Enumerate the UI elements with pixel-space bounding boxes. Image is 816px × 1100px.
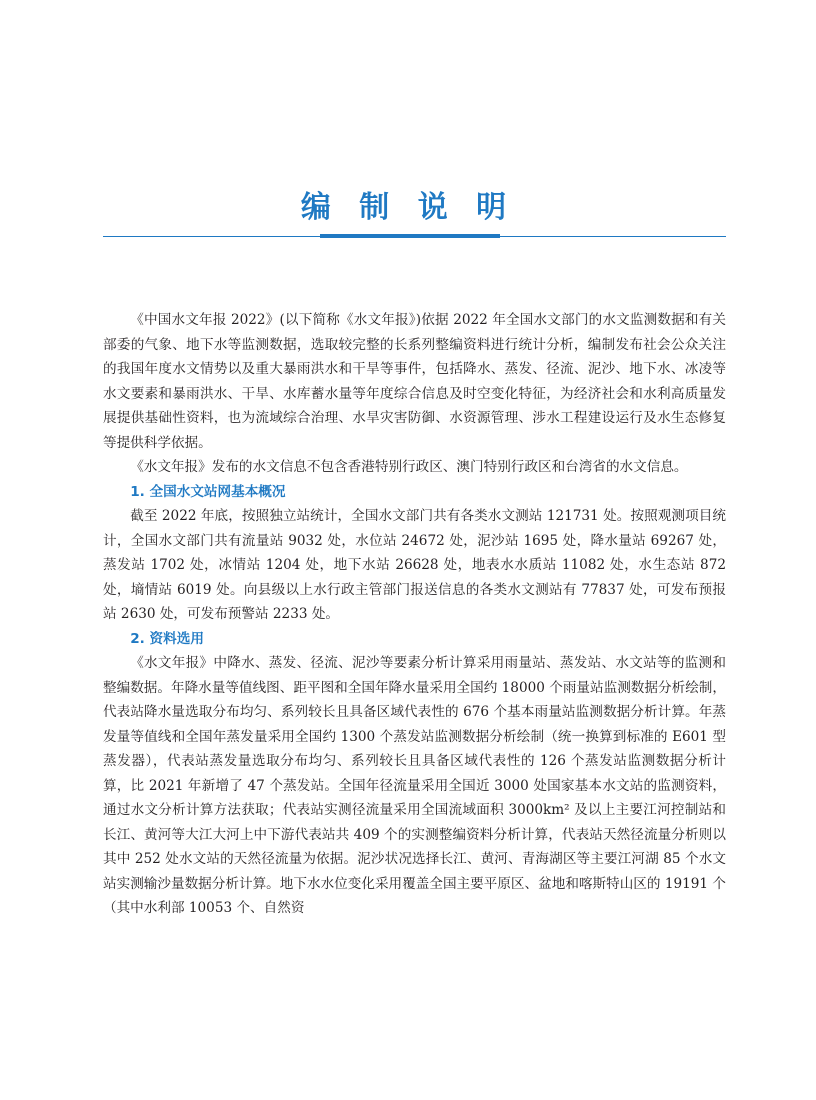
title-underline-accent bbox=[320, 234, 500, 238]
intro-paragraph: 《水文年报》发布的水文信息不包含香港特别行政区、澳门特别行政区和台湾省的水文信息。 bbox=[130, 459, 688, 475]
section-paragraph: 截至 2022 年底，按照独立站统计，全国水文部门共有各类水文测站 121731 处。按照观测项目统计，全国水文部门共有流量站 9032 处，水位站 24672 处，泥沙站 1695 处，降水量站 69267 处，蒸发站 1702 处，冰情站 1204 处，地下水站 26628 处，地表水水质站 11082 处，水生态站 872 处，墒情站 6019 处。向县级以上水行政主管部门报送信息的各类水文测站有 77837 处，可发布预报站 2630 处，可发布预警站 2233 处。 bbox=[103, 508, 726, 622]
intro-paragraph: 《中国水文年报 2022》(以下简称《水文年报》)依据 2022 年全国水文部门的水文监测数据和有关部委的气象、地下水等监测数据，选取较完整的长系列整编资料进行统计分析，编制发布社会公众关注的我国年度水文情势以及重大暴雨洪水和干旱等事件，包括降水、蒸发、径流、泥沙、地下水、冰凌等水文要素和暴雨洪水、干旱、水库蓄水量等年度综合信息及时空变化特征，为经济社会和水利高质量发展提供基础性资料，也为流域综合治理、水旱灾害防御、水资源管理、涉水工程建设运行及水生态修复等提供科学依据。 bbox=[103, 312, 726, 451]
document-body bbox=[103, 308, 726, 921]
section-paragraph: 《水文年报》中降水、蒸发、径流、泥沙等要素分析计算采用雨量站、蒸发站、水文站等的监测和整编数据。年降水量等值线图、距平图和全国年降水量采用全国约 18000 个雨量站监测数据分析绘制，代表站降水量选取分布均匀、系列较长且具备区域代表性的 676 个基本雨量站监测数据分析计算。年蒸发量等值线和全国年蒸发量采用全国约 1300 个蒸发站监测数据分析绘制（统一换算到标准的 E601 型蒸发器），代表站蒸发量选取分布均匀、系列较长且具备区域代表性的 126 个蒸发站监测数据分析计算，比 2021 年新增了 47 个蒸发站。全国年径流量采用全国近 3000 处国家基本水文站的监测资料，通过水文分析计算方法获取；代表站实测径流量采用全国流域面积 3000km² 及以上主要江河控制站和长江、黄河等大江大河上中下游代表站共 409 个的实测整编资料分析计算，代表站天然径流量分析则以其中 252 处水文站的天然径流量为依据。泥沙状况选择长江、黄河、青海湖区等主要江河湖 85 个水文站实测输沙量数据分析计算。地下水水位变化采用覆盖全国主要平原区、盆地和喀斯特山区的 19191 个（其中水利部 10053 个、自然资 bbox=[103, 655, 726, 916]
section-heading: 1. 全国水文站网基本概况 bbox=[130, 483, 286, 500]
page-title: 编 制 说 明 bbox=[300, 190, 516, 225]
section-heading: 2. 资料选用 bbox=[130, 630, 204, 647]
